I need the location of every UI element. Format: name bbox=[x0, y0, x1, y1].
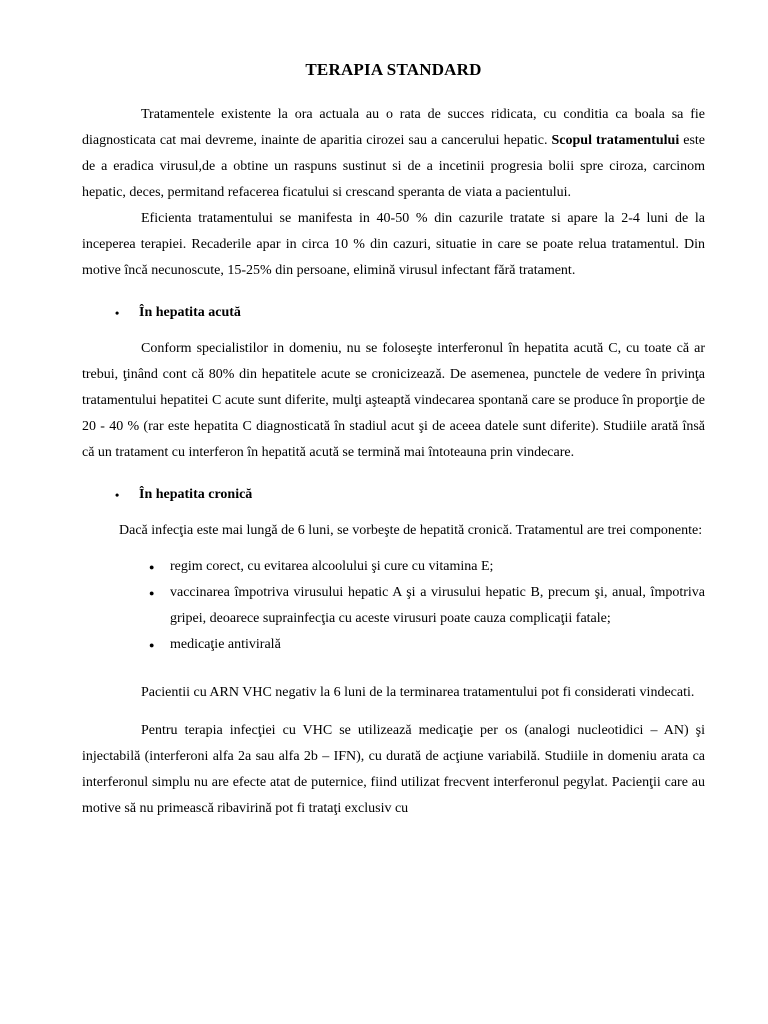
paragraph-intro-text-a: Tratamentele existente la ora actuala au o rata de succes ridicata, cu conditia ca boala sa fie diagnosticata cat mai devreme, inainte de aparitia cirozei sau a cancerului hepatic. bbox=[82, 107, 705, 148]
bullet-icon: • bbox=[115, 488, 120, 502]
paragraph-acute: Conform specialistilor in domeniu, nu se foloseşte interferonul în hepatita acută C, cu toate că ar trebui, ţinând cont că 80% din hepatitele acute se cronicizează. De asemenea, punctele de vedere în privinţa tratamentului hepatitei C acute sunt diferite, mulţi aşteaptă vindecarea spontană care se produce în proporţie de 20 - 40 % (rar este hepatita C diagnosticată în stadiul acut şi de aceea datele sunt diferite). Studiile arată însă că un tratament cu interferon în hepatită acută se termină mai întoteauna prin vindecare. bbox=[82, 341, 705, 460]
bullet-icon: ● bbox=[149, 562, 155, 572]
section-heading-chronic-label: În hepatita cronică bbox=[139, 487, 253, 502]
bullet-icon: ● bbox=[149, 640, 155, 650]
list-item bbox=[82, 580, 705, 632]
list-item-text: regim corect, cu evitarea alcoolului şi cure cu vitamina E; bbox=[170, 559, 494, 574]
list-item bbox=[82, 554, 705, 580]
treatment-components-list bbox=[82, 554, 705, 658]
paragraph-therapy: Pentru terapia infecţiei cu VHC se utilizează medicaţie per os (analogi nucleotidici – AN) şi injectabilă (interferoni alfa 2a sau alfa 2b – IFN), cu durată de acţiune variabilă. Studiile in domeniu arata ca interferonul simplu nu are efecte atat de puternice, fiind utilizat frecvent interferonul pegylat. Pacienţii care au motive să nu primească ribavirină pot fi trataţi exclusiv cu bbox=[82, 723, 705, 816]
list-item bbox=[82, 632, 705, 658]
bullet-icon: • bbox=[115, 306, 120, 320]
list-item-text: vaccinarea împotriva virusului hepatic A şi a virusului hepatic B, precum şi, anual, împotriva gripei, deoarece suprainfecţia cu aceste virusuri poate cauza complicaţii fatale; bbox=[170, 585, 705, 626]
list-item-text: medicaţie antivirală bbox=[170, 637, 281, 652]
paragraph-cured: Pacientii cu ARN VHC negativ la 6 luni de la terminarea tratamentului pot fi considerati vindecati. bbox=[141, 685, 695, 700]
bullet-icon: ● bbox=[149, 588, 155, 598]
paragraph-intro bbox=[82, 102, 705, 206]
paragraph-intro-text-b: este de a eradica virusul,de a obtine un raspuns sustinut si de a incetinii progresia bolii spre ciroza, carcinom hepatic, deces, permitand refacerea ficatului si crescand speranta de viata a pacientului. bbox=[82, 133, 705, 200]
page-title: TERAPIA STANDARD bbox=[305, 60, 482, 79]
section-heading-acute bbox=[82, 300, 705, 326]
section-heading-chronic bbox=[82, 482, 705, 508]
section-heading-acute-label: În hepatita acută bbox=[139, 305, 241, 320]
paragraph-intro-bold: Scopul tratamentului bbox=[551, 133, 680, 148]
paragraph-chronic: Dacă infecţia este mai lungă de 6 luni, se vorbeşte de hepatită cronică. Tratamentul are trei componente: bbox=[119, 523, 703, 538]
paragraph-efficiency: Eficienta tratamentului se manifesta in 40-50 % din cazurile tratate si apare la 2-4 luni de la inceperea terapiei. Recaderile apar in circa 10 % din cazuri, situatie in care se poate relua tratamentul. Din motive încă necunoscute, 15-25% din persoane, elimină virusul infectant fără tratament. bbox=[82, 211, 705, 278]
